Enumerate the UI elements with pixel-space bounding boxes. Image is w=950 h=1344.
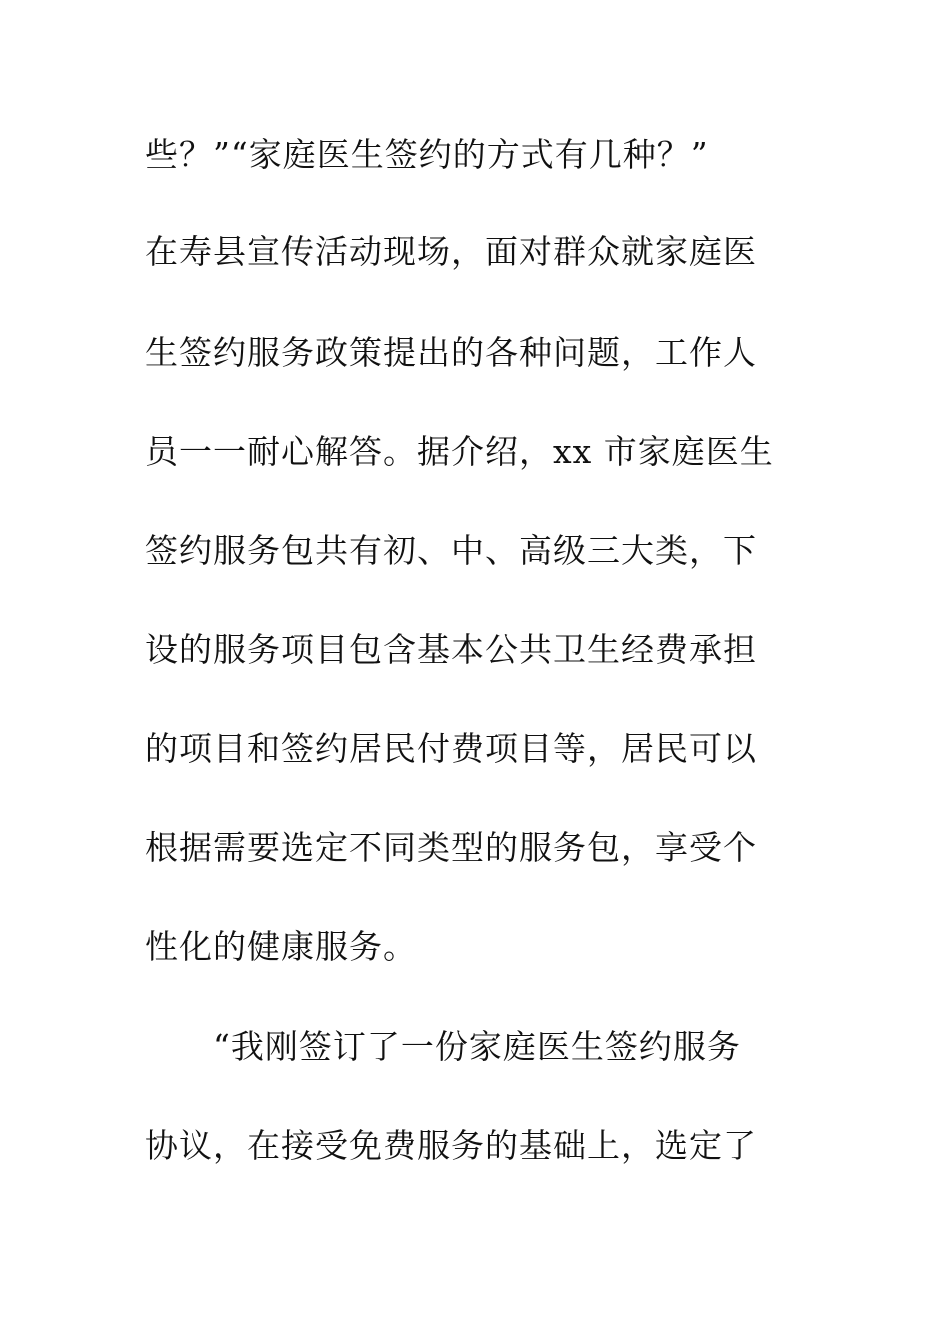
body-text-line-4: 员一一耐心解答。据介绍，xx 市家庭医生 xyxy=(145,432,774,471)
body-text-line-7: 的项目和签约居民付费项目等，居民可以 xyxy=(145,729,757,768)
body-text-line-3: 生签约服务政策提出的各种问题，工作人 xyxy=(145,333,757,372)
body-text-line-1: 些？”“家庭医生签约的方式有几种？” xyxy=(145,135,709,174)
body-text-line-8: 根据需要选定不同类型的服务包，享受个 xyxy=(145,828,757,867)
body-text-line-6: 设的服务项目包含基本公共卫生经费承担 xyxy=(145,630,757,669)
body-text-line-2: 在寿县宣传活动现场，面对群众就家庭医 xyxy=(145,232,757,271)
body-text-line-9: 性化的健康服务。 xyxy=(145,927,417,966)
paragraph-2-line-1: “我刚签订了一份家庭医生签约服务 xyxy=(213,1027,741,1066)
paragraph-2-line-2: 协议，在接受免费服务的基础上，选定了 xyxy=(145,1126,757,1165)
body-text-line-5: 签约服务包共有初、中、高级三大类，下 xyxy=(145,531,757,570)
